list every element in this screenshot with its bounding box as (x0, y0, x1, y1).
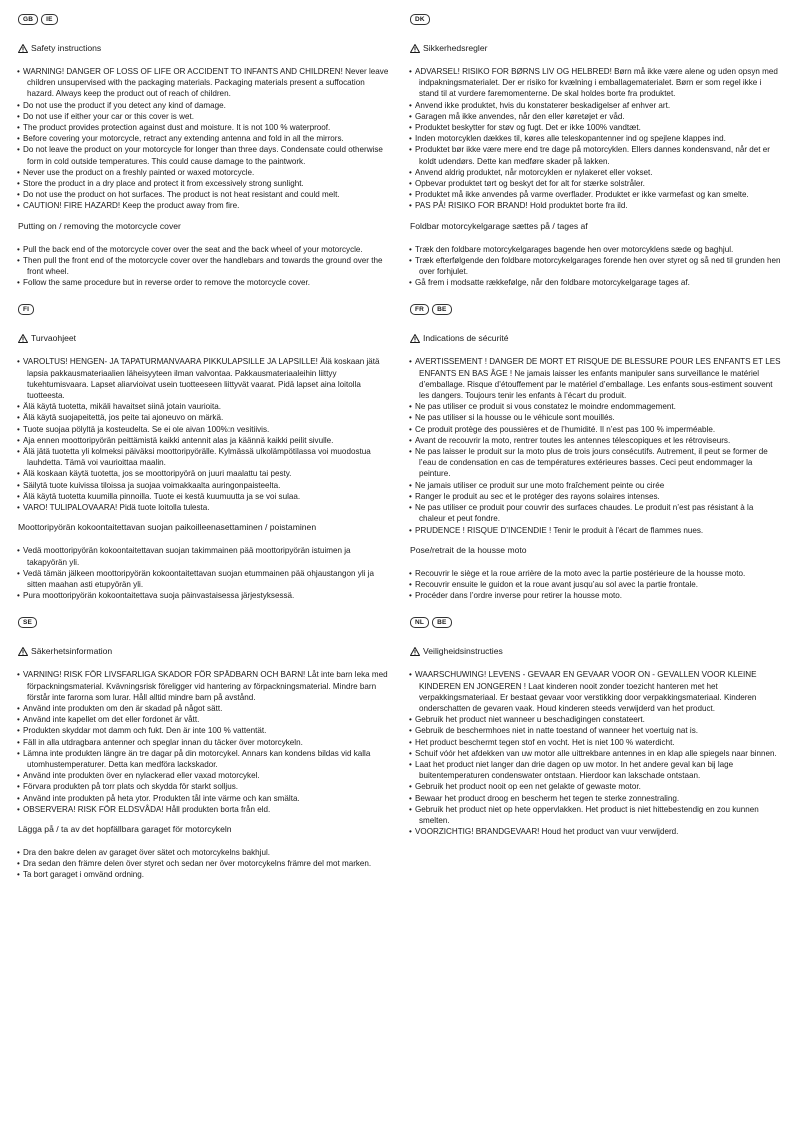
list-item-text: • Never use the product on a freshly painted or waxed motorcycle. (23, 167, 255, 177)
list-item (410, 826, 782, 837)
list-item-text: • Produktet beskytter for støv og fugt. Det er ikke 100% vandtæt. (415, 123, 641, 133)
list-item (18, 770, 390, 781)
safety-list (410, 669, 782, 837)
usage-list (410, 568, 782, 602)
list-item-text: • Produktet må ikke anvendes på varme overflader. Produktet er ikke varmefast og kan smelte. (415, 190, 749, 200)
warning-triangle-icon (18, 44, 28, 53)
list-item (410, 491, 782, 502)
list-item (18, 66, 390, 100)
safety-list (410, 356, 782, 535)
list-item (410, 401, 782, 412)
safety-title: Veiligheidsinstructies (423, 646, 503, 657)
safety-title: Turvaohjeet (31, 333, 77, 344)
list-item-text: • Ne pas laisser le produit sur la moto plus de trois jours consécutifs. Autrement, il peut se former de l’eau de condensation en cas de températures extérieures basses. Ceci peut endommager la peinture. (415, 447, 768, 479)
language-badges (18, 14, 390, 25)
list-item (410, 748, 782, 759)
list-item (410, 277, 782, 288)
list-item (410, 66, 782, 100)
list-item (18, 793, 390, 804)
list-item-text: • PAS PÅ! RISIKO FOR BRAND! Hold produktet borte fra ild. (415, 201, 628, 211)
list-item (410, 525, 782, 536)
list-item (410, 255, 782, 277)
language-badge: BE (432, 617, 451, 628)
language-badges (18, 304, 390, 315)
list-item-text: • VARNING! RISK FÖR LIVSFARLIGA SKADOR FÖR SPÄDBARN OCH BARN! Låt inte barn leka med förpackningsmaterial. Kvävningsrisk föreligger vid hantering av förpackningsmaterial. Mindre barn förstår inte farorna som lurar. Håll alltid mindre barn på avstånd. (23, 670, 388, 702)
list-item (18, 858, 390, 869)
list-item-text: • Älä käytä tuotetta, mikäli havaitset siinä jotain vaurioita. (23, 402, 221, 412)
safety-heading (18, 333, 390, 343)
list-item (410, 446, 782, 480)
safety-heading (18, 43, 390, 53)
section-nl (410, 617, 782, 837)
list-item (410, 502, 782, 524)
list-item-text: • Before covering your motorcycle, retract any extending antenna and fold in all the mirrors. (23, 134, 344, 144)
list-item (18, 255, 390, 277)
safety-heading (410, 43, 782, 53)
list-item (18, 401, 390, 412)
list-item-text: • Ne jamais utiliser ce produit sur une moto fraîchement peinte ou cirée (415, 480, 665, 490)
usage-list (18, 545, 390, 601)
warning-triangle-icon (410, 647, 420, 656)
list-item (18, 244, 390, 255)
list-item (410, 189, 782, 200)
list-item (18, 703, 390, 714)
list-item-text: • Fäll in alla utdragbara antenner och speglar innan du täcker över motorcykeln. (23, 737, 303, 747)
safety-list (18, 669, 390, 815)
language-badge: SE (18, 617, 37, 628)
list-item (410, 144, 782, 166)
list-item (410, 244, 782, 255)
list-item (18, 111, 390, 122)
list-item-text: • Do not use the product on hot surfaces. The product is not heat resistant and could melt. (23, 190, 340, 200)
safety-title: Säkerhetsinformation (31, 646, 113, 657)
list-item (18, 847, 390, 858)
list-item-text: • CAUTION! FIRE HAZARD! Keep the product away from fire. (23, 201, 240, 211)
section-dk (410, 14, 782, 288)
language-badges (410, 304, 782, 315)
right-column (410, 14, 782, 847)
language-badges (410, 617, 782, 628)
list-item-text: • Älä käytä tuotetta kuumilla pinnoilla. Tuote ei kestä kuumuutta ja se voi sulaa. (23, 491, 301, 501)
list-item (18, 167, 390, 178)
list-item (18, 748, 390, 770)
list-item-text: • VAROLTUS! HENGEN- JA TAPATURMANVAARA PIKKULAPSILLE JA LAPSILLE! Älä koskaan jätä lapsia pakkausmateriaalien läheisyyteen ilman valvontaa. Pakkausmateriaaleihin liittyy tukehtumisvaara. Lapset aliarvioivat usein tuotteeseen liittyvät vaarat. Pidä lapset aina loitolla tuotteesta. (23, 357, 380, 401)
list-item (18, 100, 390, 111)
list-item-text: • VOORZICHTIG! BRANDGEVAAR! Houd het product van vuur verwijderd. (415, 827, 679, 837)
list-item-text: • Dra den bakre delen av garaget över sätet och motorcykelns bakhjul. (23, 847, 270, 857)
list-item-text: • ADVARSEL! RISIKO FOR BØRNS LIV OG HELBRED! Børn må ikke være alene og uden opsyn med indpakningsmaterialet. Der er risiko for kvælning i emballagematerialet. Børn er som regel ikke i stand til at vurdere faremomenterne. De skal holdes borte fra produktet. (415, 67, 778, 99)
list-item (410, 122, 782, 133)
list-item (410, 669, 782, 714)
list-item (410, 412, 782, 423)
list-item-text: • Do not leave the product on your motorcycle for longer than three days. Condensate could otherwise form in cold outside temperatures. This could cause damage to the paintwork. (23, 145, 383, 166)
list-item-text: • Använd inte produkten på heta ytor. Produkten tål inte värme och kan smälta. (23, 793, 300, 803)
language-badge: GB (18, 14, 38, 25)
list-item-text: • Anvend ikke produktet, hvis du konstaterer beskadigelser af enhver art. (415, 100, 671, 110)
warning-triangle-icon (18, 647, 28, 656)
list-item-text: • VARO! TULIPALOVAARA! Pidä tuote loitolla tulesta. (23, 503, 210, 513)
list-item-text: • Het product beschermt tegen stof en vocht. Het is niet 100 % waterdicht. (415, 737, 675, 747)
list-item-text: • Tuote suojaa pölyltä ja kosteudelta. Se ei ole aivan 100%:n vesitiivis. (23, 424, 270, 434)
list-item (18, 189, 390, 200)
list-item-text: • Do not use if either your car or this cover is wet. (23, 111, 194, 121)
list-item (18, 356, 390, 401)
list-item (18, 133, 390, 144)
list-item-text: • Ranger le produit au sec et le protéger des rayons solaires intenses. (415, 491, 660, 501)
list-item (18, 144, 390, 166)
list-item-text: • WARNING! DANGER OF LOSS OF LIFE OR ACCIDENT TO INFANTS AND CHILDREN! Never leave children unsupervised with the packaging materials. Packaging materials present a suffocation hazard. Always keep the product out of reach of children. (23, 67, 389, 99)
list-item-text: • Vedä tämän jälkeen moottoripyörän kokoontaitettavan suojan etummainen pää ohjaustangon yli ja sitten maahan asti etupyörän yli. (23, 568, 374, 589)
safety-heading (18, 646, 390, 656)
list-item (18, 804, 390, 815)
usage-title: Moottoripyörän kokoontaitettavan suojan paikoilleenasettaminen / poistaminen (18, 522, 317, 533)
list-item-text: • Vedä moottoripyörän kokoontaitettavan suojan takimmainen pää moottoripyörän istuimen ja takapyörän yli. (23, 546, 351, 567)
list-item-text: • The product provides protection against dust and moisture. It is not 100 % waterproof. (23, 123, 331, 133)
usage-title: Putting on / removing the motorcycle cover (18, 220, 181, 231)
list-item (410, 178, 782, 189)
usage-list (18, 847, 390, 881)
list-item (410, 579, 782, 590)
language-badges (18, 617, 390, 628)
list-item (410, 480, 782, 491)
list-item (18, 412, 390, 423)
list-item (18, 669, 390, 703)
safety-list (410, 66, 782, 212)
list-item (18, 590, 390, 601)
list-item (410, 167, 782, 178)
list-item-text: • Säilytä tuote kuivissa tiloissa ja suojaa voimakkaalta auringonpaisteelta. (23, 480, 281, 490)
list-item-text: • Store the product in a dry place and protect it from excessively strong sunlight. (23, 179, 304, 189)
list-item (18, 424, 390, 435)
language-badge: IE (41, 14, 58, 25)
list-item-text: • Gebruik het product niet wanneer u beschadigingen constateert. (415, 715, 645, 725)
usage-list (18, 244, 390, 289)
list-item-text: • Bewaar het product droog en bescherm het tegen te sterke zonnestraling. (415, 793, 680, 803)
list-item-text: • Schuif vóór het afdekken van uw motor alle uittrekbare antennes in en klap alle spiegels naar binnen. (415, 748, 777, 758)
list-item-text: • Pull the back end of the motorcycle cover over the seat and the back wheel of your motorcycle. (23, 244, 363, 254)
list-item-text: • PRUDENCE ! RISQUE D’INCENDIE ! Tenir le produit à l’écart de flammes nues. (415, 525, 704, 535)
list-item (18, 781, 390, 792)
list-item (18, 737, 390, 748)
list-item (18, 200, 390, 211)
list-item-text: • Gå frem i modsatte rækkefølge, når den foldbare motorcykelgarage tages af. (415, 278, 690, 288)
list-item-text: • Ne pas utiliser si la housse ou le véhicule sont mouillés. (415, 413, 615, 423)
list-item-text: • Avant de recouvrir la moto, rentrer toutes les antennes télescopiques et les rétroviseurs. (415, 435, 731, 445)
list-item-text: • Produkten skyddar mot damm och fukt. Den är inte 100 % vattentät. (23, 726, 267, 736)
left-column (18, 14, 390, 891)
list-item (18, 435, 390, 446)
safety-heading (410, 333, 782, 343)
language-badge: BE (432, 304, 451, 315)
list-item-text: • Laat het product niet langer dan drie dagen op uw motor. In het andere geval kan bij lage buitentemperaturen condenswater ontstaan. Hierdoor kan lakschade ontstaan. (415, 759, 734, 781)
list-item (18, 725, 390, 736)
list-item (410, 793, 782, 804)
list-item (410, 590, 782, 601)
list-item-text: • Gebruik het product niet op hete oppervlakken. Het product is niet hittebestendig en zou kunnen smelten. (415, 804, 759, 825)
list-item (18, 714, 390, 725)
list-item-text: • Älä jätä tuotetta yli kolmeksi päiväksi moottoripyörälle. Kylmässä ulkolämpötilassa voi muodostua lauhdetta. Tämä voi vaurioittaa maalin. (23, 447, 371, 468)
list-item-text: • Træk efterfølgende den foldbare motorcykelgarages forende hen over styret og så ned til grunden hen over forhjulet. (415, 255, 781, 277)
list-item-text: • Produktet bør ikke være mere end tre dage på motorcyklen. Ellers dannes kondensvand, når det er koldt udendørs. Dette kan medføre skader på lakken. (415, 145, 770, 166)
list-item (410, 781, 782, 792)
list-item (18, 468, 390, 479)
list-item (18, 277, 390, 288)
warning-triangle-icon (410, 44, 420, 53)
list-item-text: • Gebruik de beschermhoes niet in natte toestand of wanneer het voertuig nat is. (415, 726, 699, 736)
list-item-text: • Använd inte produkten över en nylackerad eller vaxad motorcykel. (23, 771, 260, 781)
list-item-text: • Recouvrir ensuite le guidon et la roue avant jusqu’au sol avec la partie frontale. (415, 579, 699, 589)
list-item (18, 122, 390, 133)
language-badge: NL (410, 617, 429, 628)
list-item-text: • Älä käytä suojapeitettä, jos peite tai ajoneuvo on märkä. (23, 413, 224, 423)
list-item-text: • Använd inte produkten om den är skadad på något sätt. (23, 703, 223, 713)
safety-title: Indications de sécurité (423, 333, 509, 344)
list-item (410, 356, 782, 401)
list-item (18, 568, 390, 590)
language-badge: DK (410, 14, 430, 25)
list-item-text: • Ne pas utiliser ce produit si vous constatez le moindre endommagement. (415, 402, 676, 412)
list-item-text: • OBSERVERA! RISK FÖR ELDSVÅDA! Håll produkten borta från eld. (23, 804, 271, 814)
list-item (410, 737, 782, 748)
language-badge: FI (18, 304, 34, 315)
list-item-text: • Ne pas utiliser ce produit pour couvrir des surfaces chaudes. Le produit n’est pas résistant à la chaleur et peut fondre. (415, 503, 754, 524)
list-item (18, 502, 390, 513)
list-item-text: • Förvara produkten på torr plats och skydda för starkt solljus. (23, 782, 239, 792)
safety-title: Sikkerhedsregler (423, 43, 488, 53)
list-item (18, 491, 390, 502)
list-item (18, 545, 390, 567)
list-item-text: • Opbevar produktet tørt og beskyt det for alt for stærke solstråler. (415, 179, 645, 189)
list-item-text: • Ta bort garaget i omvänd ordning. (23, 870, 145, 880)
list-item-text: • Älä koskaan käytä tuotetta, jos se moottoripyörä on juuri maalattu tai pesty. (23, 469, 292, 479)
list-item-text: • Lämna inte produkten längre än tre dagar på din motorcykel. Annars kan kondens bildas vid kalla utomhustemperaturer. Detta kan medföra lackskador. (23, 748, 371, 769)
list-item (410, 568, 782, 579)
language-badges (410, 14, 782, 25)
safety-heading (410, 646, 782, 656)
section-gb (18, 14, 390, 288)
section-se (18, 617, 390, 880)
list-item-text: • Gebruik het product nooit op een net gelakte of gewaste motor. (415, 782, 641, 792)
list-item (410, 424, 782, 435)
list-item (410, 111, 782, 122)
list-item (18, 178, 390, 189)
list-item (18, 446, 390, 468)
warning-triangle-icon (18, 334, 28, 343)
list-item-text: • Använd inte kapellet om det eller fordonet är vått. (23, 715, 200, 725)
list-item (410, 435, 782, 446)
usage-list (410, 244, 782, 289)
list-item (410, 804, 782, 826)
list-item (410, 200, 782, 211)
safety-list (18, 356, 390, 513)
safety-title: Safety instructions (31, 43, 102, 53)
list-item (18, 869, 390, 880)
list-item-text: • AVERTISSEMENT ! DANGER DE MORT ET RISQUE DE BLESSURE POUR LES ENFANTS ET LES ENFANTS EN BAS ÂGE ! Ne jamais laisser les enfants manipuler sans surveillance le matériel d’emballage. Risque d’étouffement par le matériel d’emballage. Les enfants sous-estiment souvent les dangers. Toujours tenir les enfants à l’écart du produit. (415, 357, 781, 401)
warning-triangle-icon (410, 334, 420, 343)
list-item-text: • WAARSCHUWING! LEVENS - GEVAAR EN GEVAAR VOOR ON - GEVALLEN VOOR KLEINE KINDEREN EN JONGEREN ! Laat kinderen nooit zonder toezicht hanteren met het verpakkingsmateriaal. Er bestaat gevaar voor verstikking door verpakkingsmateriaal. Kinderen onderschatten de gevaren vaak. Houd kinderen steeds verwijderd van het product. (415, 670, 757, 713)
list-item-text: • Dra sedan den främre delen över styret och sedan ner över motorcykelns främre del mot marken. (23, 859, 372, 869)
list-item (410, 725, 782, 736)
list-item (410, 714, 782, 725)
list-item-text: • Then pull the front end of the motorcycle cover over the handlebars and towards the ground over the front wheel. (23, 255, 383, 277)
list-item-text: • Aja ennen moottoripyörän peittämistä kaikki antennit alas ja käännä kaikki peilit sivulle. (23, 435, 334, 445)
usage-title: Lägga på / ta av det hopfällbara garaget för motorcykeln (18, 823, 232, 834)
list-item-text: • Ce produit protège des poussières et de l’humidité. Il n’est pas 100 % imperméable. (415, 424, 716, 434)
usage-title: Foldbar motorcykelgarage sættes på / tages af (410, 220, 588, 231)
section-fi (18, 304, 390, 601)
list-item-text: • Anvend aldrig produktet, når motorcyklen er nylakeret eller vokset. (415, 167, 653, 177)
usage-title: Pose/retrait de la housse moto (410, 544, 527, 555)
list-item-text: • Procéder dans l’ordre inverse pour retirer la housse moto. (415, 591, 622, 601)
list-item (410, 133, 782, 144)
list-item-text: • Træk den foldbare motorcykelgarages bagende hen over motorcyklens sæde og baghjul. (415, 244, 734, 254)
list-item-text: • Pura moottoripyörän kokoontaitettava suoja päinvastaisessa järjestyksessä. (23, 591, 295, 601)
list-item-text: • Follow the same procedure but in reverse order to remove the motorcycle cover. (23, 278, 311, 288)
list-item-text: • Do not use the product if you detect any kind of damage. (23, 100, 226, 110)
safety-list (18, 66, 390, 212)
language-badge: FR (410, 304, 429, 315)
list-item-text: • Recouvrir le siège et la roue arrière de la moto avec la partie postérieure de la housse moto. (415, 568, 746, 578)
list-item (410, 100, 782, 111)
section-fr (410, 304, 782, 601)
list-item-text: • Garagen må ikke anvendes, når den eller køretøjet er våd. (415, 111, 625, 121)
list-item (410, 759, 782, 781)
list-item-text: • Inden motorcyklen dækkes til, køres alle teleskopantenner ind og spejlene klappes ind. (415, 134, 726, 144)
list-item (18, 480, 390, 491)
